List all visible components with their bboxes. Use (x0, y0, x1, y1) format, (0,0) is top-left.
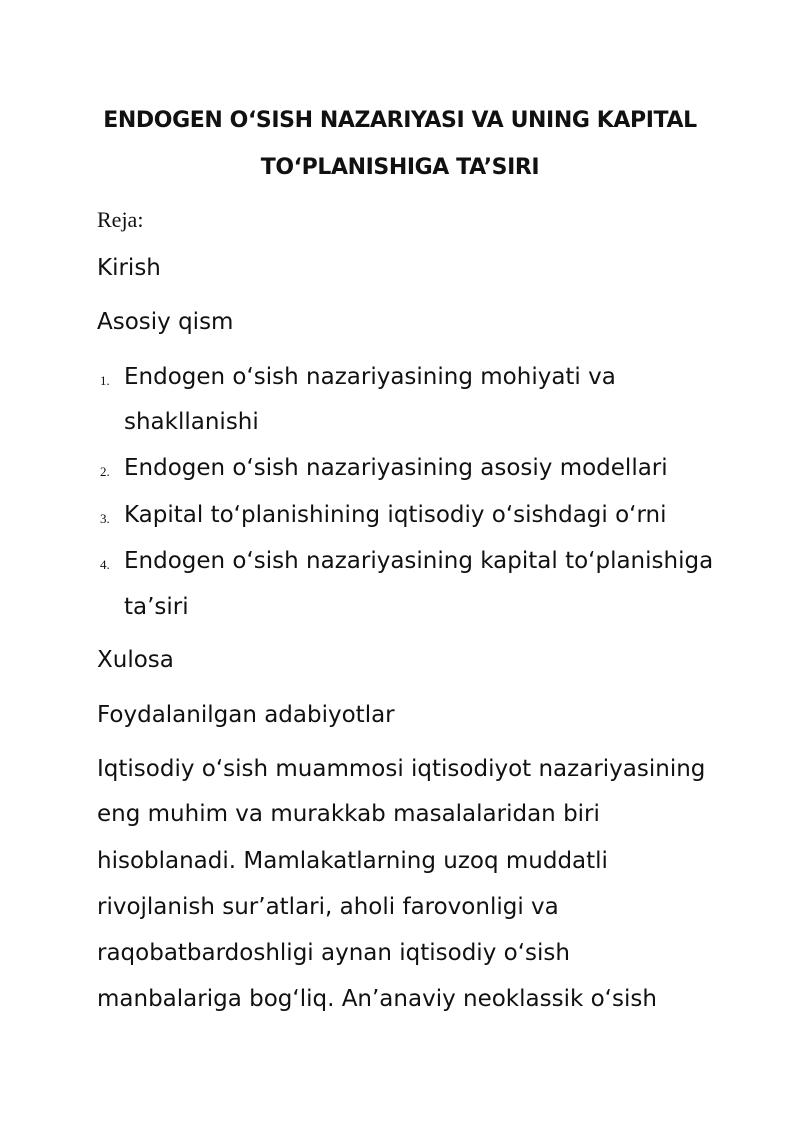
list-item-text: Endogen o‘sish nazariyasining kapital to‘planishiga (124, 548, 714, 574)
section-asosiy-qism: Asosiy qism (97, 309, 234, 335)
list-item-number: 2. (100, 464, 110, 479)
list-item-text-continued: shakllanishi (124, 409, 259, 435)
paragraph-line: Iqtisodiy o‘sish muammosi iqtisodiyot nazariyasining (97, 756, 706, 782)
paragraph-line: eng muhim va murakkab masalalaridan biri (97, 801, 600, 827)
paragraph-line: raqobatbardoshligi aynan iqtisodiy o‘sish (97, 940, 570, 966)
list-item-number: 4. (100, 557, 110, 572)
document-title-line-1: ENDOGEN O‘SISH NAZARIYASI VA UNING KAPITAL (103, 108, 697, 133)
list-item-number: 3. (100, 511, 110, 526)
section-xulosa: Xulosa (97, 647, 174, 673)
list-item-text-continued: ta’siri (124, 594, 189, 620)
section-kirish: Kirish (97, 255, 161, 281)
list-item-text: Endogen o‘sish nazariyasining asosiy modellari (124, 455, 668, 481)
list-item-text: Kapital to‘planishining iqtisodiy o‘sishdagi o‘rni (124, 502, 667, 528)
paragraph-line: rivojlanish sur’atlari, aholi farovonligi va (97, 894, 559, 920)
section-adabiyotlar: Foydalanilgan adabiyotlar (97, 702, 395, 728)
paragraph-line: hisoblanadi. Mamlakatlarning uzoq muddatli (97, 848, 608, 874)
list-item-text: Endogen o‘sish nazariyasining mohiyati va (124, 364, 616, 390)
list-item-number: 1. (100, 373, 110, 388)
document-title-line-2: TO‘PLANISHIGA TA’SIRI (260, 155, 540, 180)
paragraph-line: manbalariga bog‘liq. An’anaviy neoklassik o‘sish (97, 986, 657, 1012)
plan-label: Reja: (97, 207, 144, 232)
